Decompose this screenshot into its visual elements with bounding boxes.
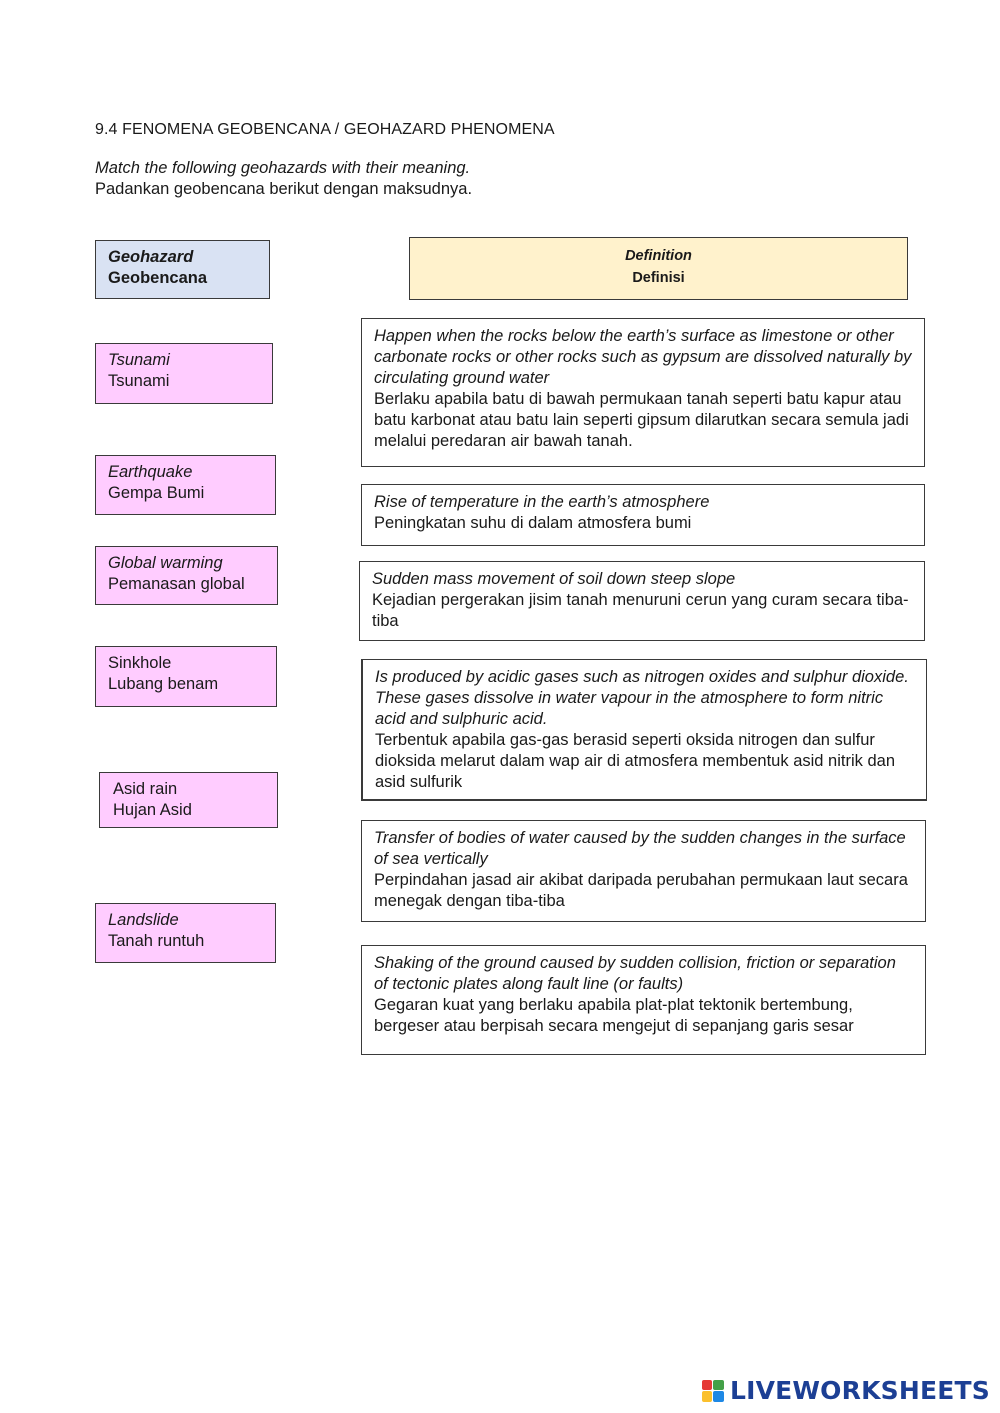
definition-header-en: Definition	[625, 248, 692, 264]
definition-text-ms: Berlaku apabila batu di bawah permukaan tanah seperti batu kapur atau batu karbonat atau batu lain seperti gipsum dilarutkan secara semula jadi melalui peredaran air bawah tanah.	[374, 390, 909, 450]
definition-text-en: Rise of temperature in the earth’s atmosphere	[374, 493, 710, 511]
instruction-en: Match the following geohazards with their meaning.	[95, 159, 471, 177]
geohazard-label-en: Landslide	[108, 911, 179, 929]
definition-text-en: Shaking of the ground caused by sudden collision, friction or separation of tectonic plates along fault line (or faults)	[374, 954, 896, 993]
geohazard-item-sinkhole[interactable]	[95, 646, 277, 707]
definition-column-header	[409, 237, 908, 300]
definition-text-ms: Perpindahan jasad air akibat daripada perubahan permukaan laut secara menegak dengan tiba-tiba	[374, 871, 908, 910]
definition-box-landslide[interactable]	[359, 561, 925, 641]
liveworksheets-logo-icon	[702, 1380, 724, 1402]
geohazard-header-ms: Geobencana	[108, 269, 208, 287]
definition-text-ms: Gegaran kuat yang berlaku apabila plat-plat tektonik bertembung, bergeser atau berpisah secara mengejut di sepanjang garis sesar	[374, 996, 854, 1035]
geohazard-label-en: Sinkhole	[108, 654, 172, 672]
geohazard-item-tsunami[interactable]	[95, 343, 273, 404]
definition-box-earthquake[interactable]	[361, 945, 926, 1055]
geohazard-label-en: Earthquake	[108, 463, 193, 481]
definition-box-tsunami[interactable]	[361, 820, 926, 922]
geohazard-label-en: Tsunami	[108, 351, 170, 369]
definition-header-ms: Definisi	[632, 270, 685, 286]
geohazard-label-ms: Hujan Asid	[113, 801, 192, 819]
instruction-ms: Padankan geobencana berikut dengan maksudnya.	[95, 180, 473, 198]
liveworksheets-logo-text: LIVEWORKSHEETS	[729, 1376, 990, 1405]
geohazard-label-ms: Gempa Bumi	[108, 484, 205, 502]
geohazard-column-header	[95, 240, 270, 299]
geohazard-label-ms: Tsunami	[108, 372, 170, 390]
geohazard-item-acid-rain[interactable]	[99, 772, 278, 828]
definition-text-en: Is produced by acidic gases such as nitrogen oxides and sulphur dioxide. These gases dissolve in water vapour in the atmosphere to form nitric acid and sulphuric acid.	[375, 668, 909, 728]
geohazard-item-earthquake[interactable]	[95, 455, 276, 515]
geohazard-item-landslide[interactable]	[95, 903, 276, 963]
definition-box-sinkhole[interactable]	[361, 318, 925, 467]
geohazard-label-ms: Tanah runtuh	[108, 932, 205, 950]
instructions	[95, 158, 472, 200]
section-title: 9.4 FENOMENA GEOBENCANA / GEOHAZARD PHENOMENA	[95, 121, 555, 138]
liveworksheets-logo	[702, 1376, 990, 1405]
definition-text-en: Happen when the rocks below the earth’s surface as limestone or other carbonate rocks or other rocks such as gypsum are dissolved naturally by circulating ground water	[374, 327, 912, 387]
definition-box-global-warming[interactable]	[361, 484, 925, 546]
geohazard-label-en: Global warming	[108, 554, 223, 572]
definition-text-ms: Terbentuk apabila gas-gas berasid seperti oksida nitrogen dan sulfur dioksida melarut dalam wap air di atmosfera membentuk asid nitrik dan asid sulfurik	[375, 731, 895, 791]
geohazard-label-en: Asid rain	[113, 780, 178, 798]
geohazard-header-en: Geohazard	[108, 248, 194, 266]
definition-text-en: Transfer of bodies of water caused by the sudden changes in the surface of sea vertically	[374, 829, 906, 868]
geohazard-label-ms: Pemanasan global	[108, 575, 245, 593]
geohazard-label-ms: Lubang benam	[108, 675, 219, 693]
definition-text-ms: Peningkatan suhu di dalam atmosfera bumi	[374, 514, 692, 532]
definition-box-acid-rain[interactable]	[361, 659, 927, 801]
geohazard-item-global-warming[interactable]	[95, 546, 278, 605]
definition-text-en: Sudden mass movement of soil down steep slope	[372, 570, 736, 588]
definition-text-ms: Kejadian pergerakan jisim tanah menuruni cerun yang curam secara tiba-tiba	[372, 591, 909, 630]
